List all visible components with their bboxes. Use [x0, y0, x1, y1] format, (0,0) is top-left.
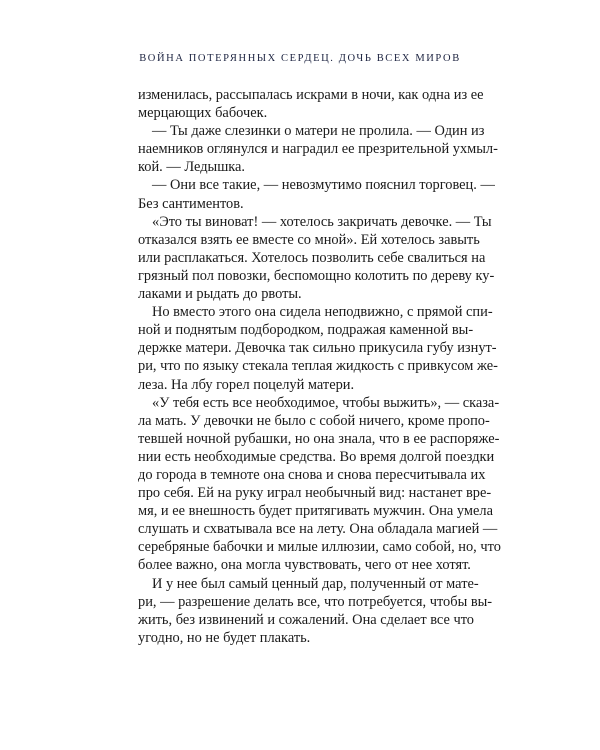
text-line: про себя. Ей на руку играл необычный вид: настанет вре-	[138, 485, 492, 502]
text-line: — Ты даже слезинки о матери не пролила. — Один из	[152, 123, 485, 140]
text-line: ла мать. У девочки не было с собой ничего, кроме пропо-	[138, 412, 490, 429]
text-line: угодно, но не будет плакать.	[138, 629, 311, 646]
text-line: «У тебя есть все необходимое, чтобы выжить», — сказа-	[152, 394, 500, 411]
text-line: или расплакаться. Хотелось позволить себе свалиться на	[138, 249, 486, 266]
text-line: слушать и схватывала все на лету. Она обладала магией —	[138, 521, 498, 538]
text-line: Без сантиментов.	[138, 195, 244, 212]
text-line: Но вместо этого она сидела неподвижно, с прямой спи-	[152, 304, 493, 321]
text-line: наемников оглянулся и наградил ее презрительной ухмыл-	[138, 141, 498, 158]
text-line: «Это ты виноват! — хотелось закричать девочке. — Ты	[152, 213, 492, 230]
text-line: до города в темноте она снова и снова пересчитывала их	[138, 466, 486, 483]
text-line: мерцающих бабочек.	[138, 105, 268, 122]
body-text	[138, 86, 501, 647]
text-line: отказался взять ее вместе со мной». Ей хотелось завыть	[138, 231, 480, 248]
text-line: серебряные бабочки и милые иллюзии, само собой, но, что	[138, 539, 501, 556]
text-line: грязный пол повозки, беспомощно колотить по дереву ку-	[138, 267, 495, 284]
text-line: изменилась, рассыпалась искрами в ночи, как одна из ее	[138, 87, 484, 103]
text-line: леза. На лбу горел поцелуй матери.	[138, 376, 355, 393]
text-line: ри, что по языку стекала теплая жидкость с привкусом же-	[138, 358, 498, 375]
text-line: лаками и рыдать до рвоты.	[138, 286, 302, 303]
text-line: И у нее был самый ценный дар, полученный от мате-	[152, 575, 479, 592]
text-line: — Они все такие, — невозмутимо пояснил торговец. —	[152, 177, 495, 194]
text-line: мя, и ее внешность будет притягивать мужчин. Она умела	[138, 503, 493, 520]
text-line: ной и поднятым подбородком, подражая каменной вы-	[138, 322, 474, 339]
text-line: тевшей ночной рубашки, но она знала, что в ее распоряже-	[138, 430, 500, 447]
text-line: нии есть необходимые средства. Во время долгой поездки	[138, 448, 495, 465]
text-line: кой. — Ледышка.	[138, 159, 246, 176]
text-line: ри, — разрешение делать все, что потребуется, чтобы вы-	[138, 593, 493, 610]
running-head-title: ВОЙНА ПОТЕРЯННЫХ СЕРДЕЦ. ДОЧЬ ВСЕХ МИРОВ	[139, 53, 461, 64]
text-line: более важно, она могла чувствовать, чего от нее хотят.	[138, 557, 471, 574]
text-line: жить, без извинений и сожалений. Она сделает все что	[138, 611, 474, 628]
text-line: держке матери. Девочка так сильно прикусила губу изнут-	[138, 340, 497, 357]
